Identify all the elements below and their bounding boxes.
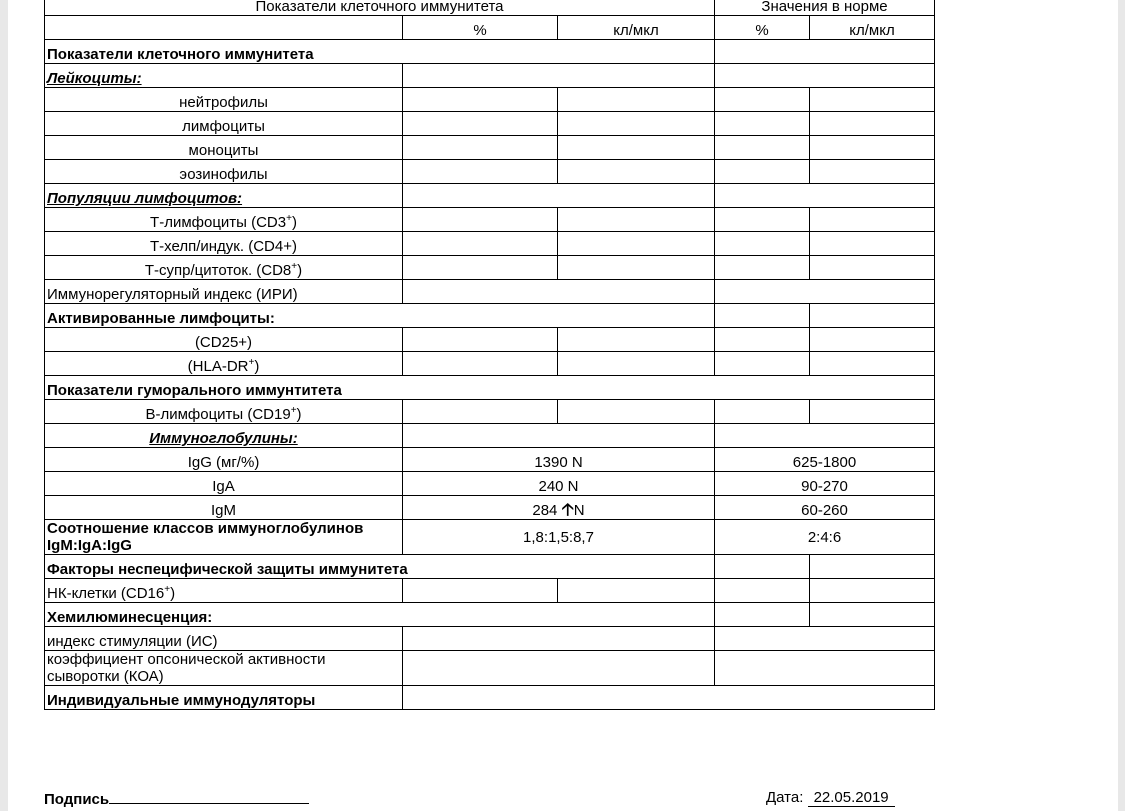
table-row <box>45 651 935 686</box>
table-row <box>45 184 935 208</box>
table-row <box>45 16 935 40</box>
section-activated: Активированные лимфоциты: <box>45 304 715 328</box>
row-label: Т-супр/цитоток. (CD8+) <box>45 256 403 280</box>
header-right-title: Значения в норме <box>715 0 935 16</box>
table-row <box>45 627 935 651</box>
immunogram-table <box>44 0 935 710</box>
row-label: Т-хелп/индук. (CD4+) <box>45 232 403 256</box>
col-percent: % <box>403 16 558 40</box>
table-row <box>45 376 935 400</box>
row-label: нейтрофилы <box>45 88 403 112</box>
row-label: НК-клетки (CD16+) <box>45 579 403 603</box>
section-lymph-populations: Популяции лимфоцитов: <box>45 184 403 208</box>
row-label-immunomod: Индивидуальные иммунодуляторы <box>45 686 403 710</box>
header-left-title: Показатели клеточного иммунитета <box>45 0 715 16</box>
table-row <box>45 304 935 328</box>
date-block <box>766 789 895 807</box>
section-immunoglobulins: Иммуноглобулины: <box>45 424 403 448</box>
table-row <box>45 555 935 579</box>
value-igg: 1390 N <box>403 448 715 472</box>
row-label: В-лимфоциты (CD19+) <box>45 400 403 424</box>
col-cells: кл/мкл <box>558 16 715 40</box>
table-row <box>45 328 935 352</box>
table-row <box>45 160 935 184</box>
value-iga: 240 N <box>403 472 715 496</box>
col-norm-percent: % <box>715 16 810 40</box>
table-row <box>45 64 935 88</box>
table-row <box>45 232 935 256</box>
norm-igg: 625-1800 <box>715 448 935 472</box>
table-row <box>45 280 935 304</box>
table-row <box>45 352 935 376</box>
section-cellular: Показатели клеточного иммунитета <box>45 40 715 64</box>
row-label: Т-лимфоциты (CD3+) <box>45 208 403 232</box>
date-value: 22.05.2019 <box>808 789 895 807</box>
table-row <box>45 256 935 280</box>
value-ratio: 1,8:1,5:8,7 <box>403 520 715 555</box>
section-humoral: Показатели гуморального иммунтитета <box>45 376 935 400</box>
row-label: моноциты <box>45 136 403 160</box>
section-nonspecific: Факторы неспецифической защиты иммунитета <box>45 555 715 579</box>
signature-line <box>109 789 309 804</box>
row-label-ratio: Соотношение классов иммуноглобулинов IgM:IgA:IgG <box>45 520 403 555</box>
section-leukocytes: Лейкоциты: <box>45 64 403 88</box>
document-sheet <box>8 0 1118 811</box>
row-label: IgM <box>45 496 403 520</box>
value-igm: 284 🡡N <box>403 496 715 520</box>
table-row <box>45 448 935 472</box>
row-label: IgA <box>45 472 403 496</box>
row-label: индекс стимуляции (ИС) <box>45 627 403 651</box>
table-row <box>45 400 935 424</box>
section-chemi: Хемилюминесценция: <box>45 603 715 627</box>
arrow-up-icon: 🡡 <box>561 500 574 519</box>
table-row <box>45 208 935 232</box>
table-row <box>45 603 935 627</box>
table-row <box>45 472 935 496</box>
table-row <box>45 496 935 520</box>
norm-ratio: 2:4:6 <box>715 520 935 555</box>
table-row <box>45 424 935 448</box>
table-row <box>45 579 935 603</box>
table-row <box>45 136 935 160</box>
signature-block <box>44 789 309 808</box>
page-edge-left <box>0 0 8 811</box>
table-row <box>45 520 935 555</box>
row-label: (HLA-DR+) <box>45 352 403 376</box>
row-label: эозинофилы <box>45 160 403 184</box>
row-label: (CD25+) <box>45 328 403 352</box>
norm-iga: 90-270 <box>715 472 935 496</box>
row-label: IgG (мг/%) <box>45 448 403 472</box>
table-row <box>45 686 935 710</box>
signature-label: Подпись <box>44 791 110 808</box>
table-row <box>45 88 935 112</box>
table-row <box>45 40 935 64</box>
row-label: лимфоциты <box>45 112 403 136</box>
col-norm-cells: кл/мкл <box>810 16 935 40</box>
norm-igm: 60-260 <box>715 496 935 520</box>
row-label-koa: коэффициент опсонической активности сыворотки (КОА) <box>45 651 403 686</box>
row-label: Иммунорегуляторный индекс (ИРИ) <box>45 280 403 304</box>
page-edge-right <box>1118 0 1125 811</box>
table-row <box>45 112 935 136</box>
date-label: Дата: <box>766 789 804 806</box>
table-row <box>45 0 935 16</box>
